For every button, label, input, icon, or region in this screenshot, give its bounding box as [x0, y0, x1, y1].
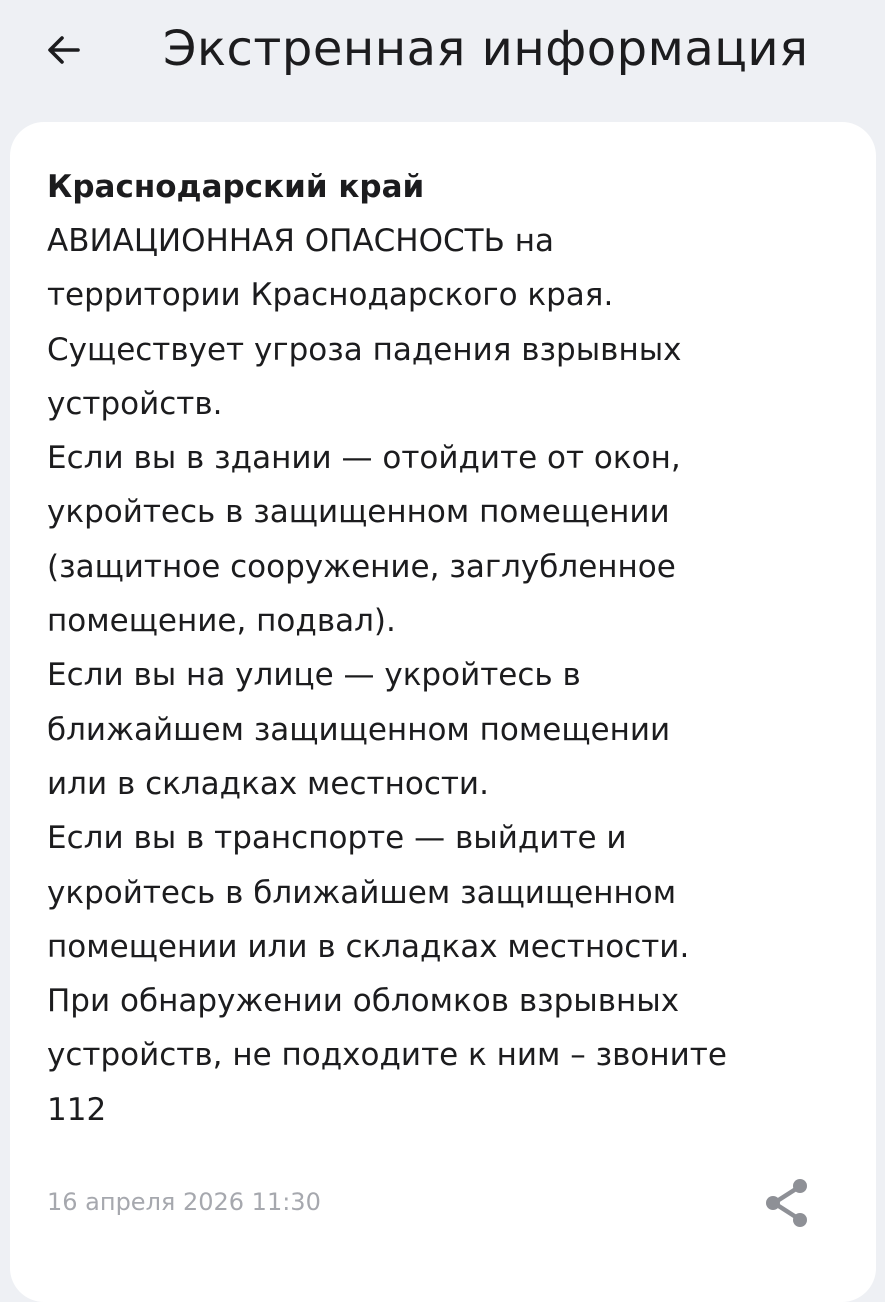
alert-message-line: помещении или в складках местности.	[47, 928, 690, 965]
alert-message-line: (защитное сооружение, заглубленное	[47, 548, 676, 585]
share-icon	[762, 1175, 812, 1231]
alert-message-line: устройств, не подходите к ним – звоните	[47, 1037, 727, 1074]
alert-message-line: Если вы на улице — укройтесь в	[47, 657, 581, 694]
alert-message-line: АВИАЦИОННАЯ ОПАСНОСТЬ на	[47, 223, 554, 259]
alert-message	[47, 214, 847, 1137]
alert-message-line: 112	[47, 1091, 107, 1128]
share-button[interactable]	[762, 1175, 812, 1231]
alert-message-line: устройств.	[47, 385, 223, 422]
arrow-left-icon	[44, 30, 84, 70]
alert-region-title: Краснодарский край	[47, 169, 425, 205]
alert-message-line: укройтесь в защищенном помещении	[47, 494, 670, 531]
alert-timestamp: 16 апреля 2026 11:30	[47, 1188, 321, 1216]
alert-card	[10, 122, 876, 1302]
alert-message-line: Если вы в транспорте — выйдите и	[47, 820, 627, 857]
alert-message-line: Существует угроза падения взрывных	[47, 331, 682, 368]
back-button[interactable]	[40, 26, 88, 74]
page-title: Экстренная информация	[163, 21, 809, 77]
alert-message-line: Если вы в здании — отойдите от окон,	[47, 440, 681, 477]
alert-message-line: укройтесь в ближайшем защищенном	[47, 874, 677, 911]
alert-message-line: ближайшем защищенном помещении	[47, 711, 671, 748]
app-header	[0, 0, 885, 100]
alert-message-line: При обнаружении обломков взрывных	[47, 983, 680, 1020]
alert-message-line: или в складках местности.	[47, 765, 489, 802]
alert-message-line: территории Краснодарского края.	[47, 277, 614, 314]
alert-message-line: помещение, подвал).	[47, 603, 396, 640]
